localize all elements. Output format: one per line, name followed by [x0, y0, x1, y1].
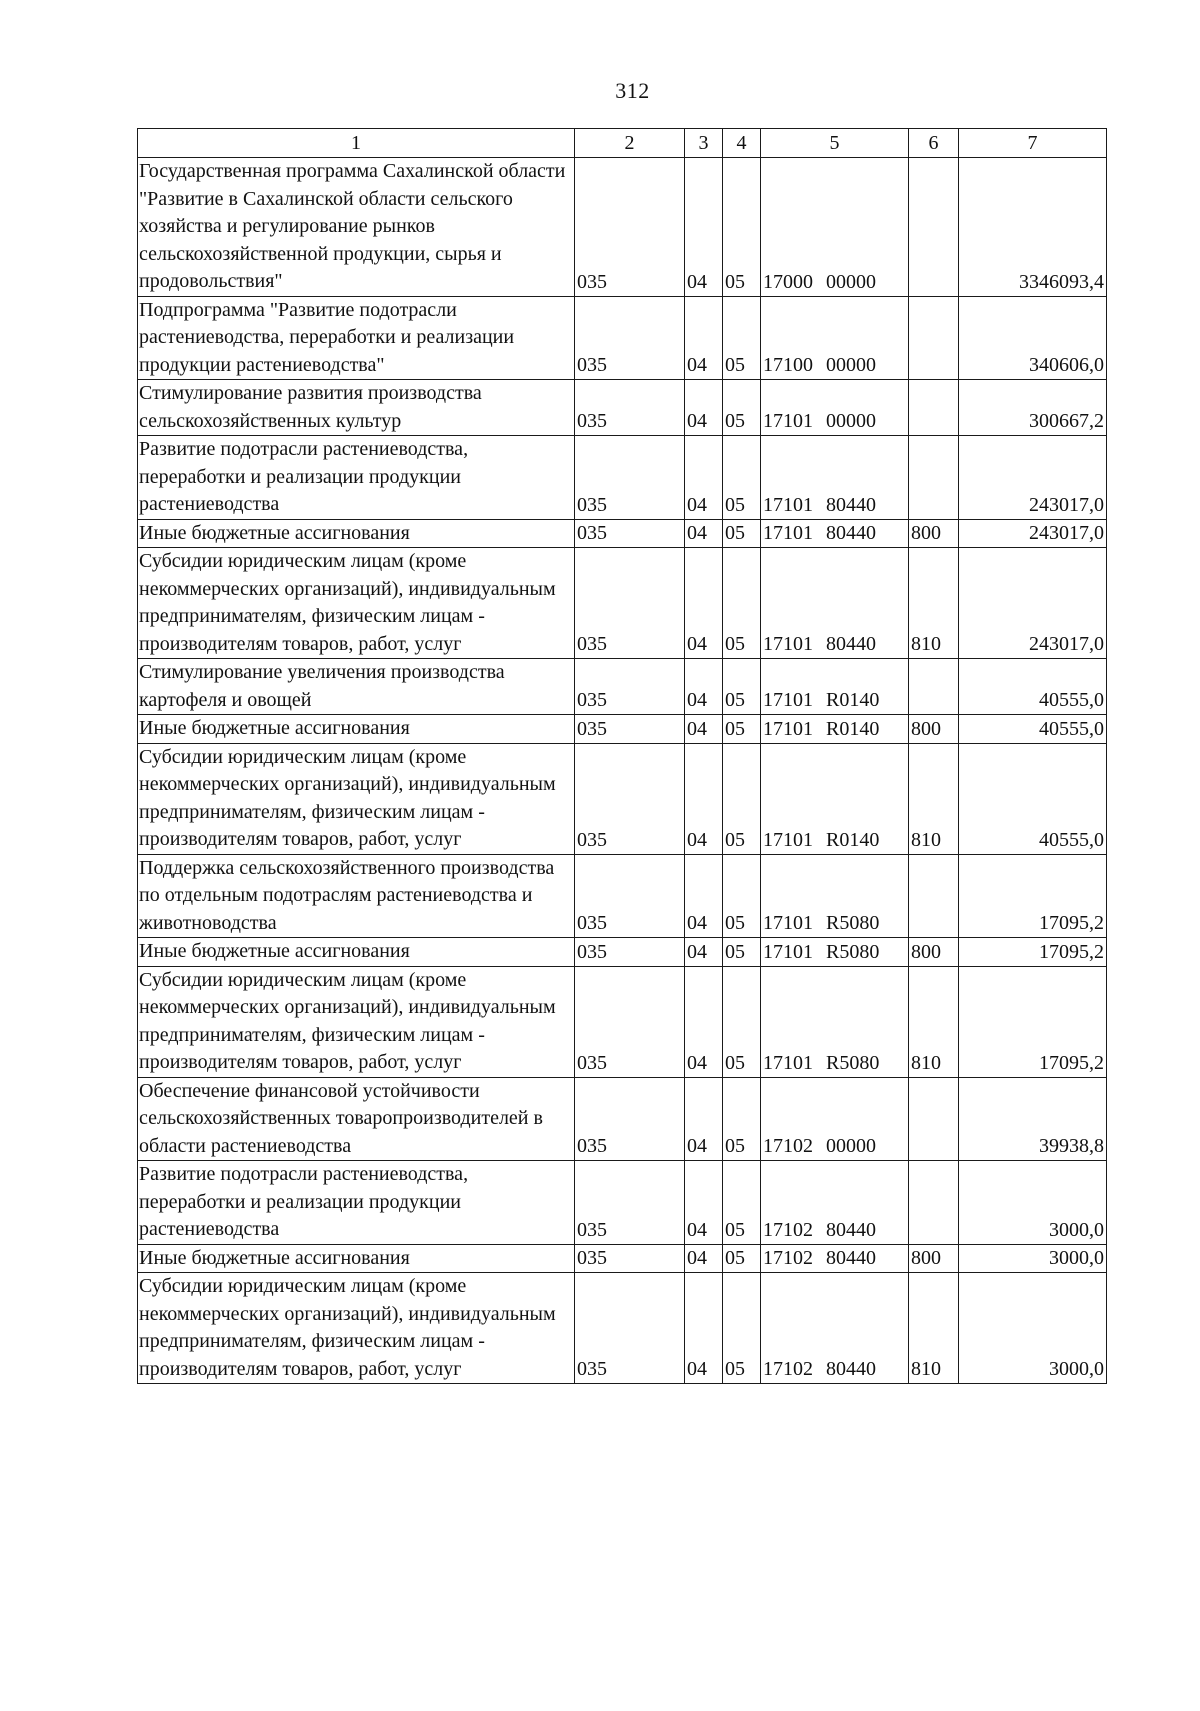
- cell-expense-type: 800: [909, 1244, 959, 1273]
- cell-subsection: 05: [723, 1244, 761, 1273]
- cell-expense-type: [909, 158, 959, 297]
- cell-section: 04: [685, 743, 723, 854]
- table-row: [138, 938, 1107, 967]
- column-header-1: 1: [138, 129, 575, 158]
- cell-amount: 17095,2: [959, 966, 1107, 1077]
- cell-target-article: 17101 80440: [761, 436, 909, 520]
- cell-amount: 17095,2: [959, 938, 1107, 967]
- cell-amount: 300667,2: [959, 380, 1107, 436]
- cell-expense-type: [909, 1077, 959, 1161]
- cell-section: 04: [685, 715, 723, 744]
- column-header-7: 7: [959, 129, 1107, 158]
- cell-target-article: 17101 R5080: [761, 854, 909, 938]
- cell-name: Государственная программа Сахалинской области "Развитие в Сахалинской области сельского хозяйства и регулирование рынков сельскохозяйственной продукции, сырья и продовольствия": [138, 158, 575, 297]
- cell-subsection: 05: [723, 436, 761, 520]
- cell-name: Обеспечение финансовой устойчивости сельскохозяйственных товаропроизводителей в области растениеводства: [138, 1077, 575, 1161]
- cell-name: Иные бюджетные ассигнования: [138, 715, 575, 744]
- cell-target-article: 17102 80440: [761, 1273, 909, 1384]
- cell-name: Стимулирование развития производства сельскохозяйственных культур: [138, 380, 575, 436]
- cell-expense-type: [909, 659, 959, 715]
- table-row: [138, 158, 1107, 297]
- table-row: [138, 436, 1107, 520]
- cell-name: Развитие подотрасли растениеводства, переработки и реализации продукции растениеводства: [138, 1161, 575, 1245]
- column-header-6: 6: [909, 129, 959, 158]
- cell-expense-type: [909, 854, 959, 938]
- cell-target-article: 17102 80440: [761, 1244, 909, 1273]
- cell-amount: 340606,0: [959, 296, 1107, 380]
- cell-section: 04: [685, 966, 723, 1077]
- cell-grbs: 035: [575, 548, 685, 659]
- table-row: [138, 1077, 1107, 1161]
- budget-table: [137, 128, 1107, 1384]
- cell-grbs: 035: [575, 854, 685, 938]
- cell-name: Иные бюджетные ассигнования: [138, 519, 575, 548]
- cell-name: Поддержка сельскохозяйственного производства по отдельным подотраслям растениеводства и животноводства: [138, 854, 575, 938]
- cell-section: 04: [685, 380, 723, 436]
- cell-grbs: 035: [575, 938, 685, 967]
- cell-subsection: 05: [723, 1077, 761, 1161]
- cell-expense-type: [909, 296, 959, 380]
- cell-grbs: 035: [575, 743, 685, 854]
- cell-subsection: 05: [723, 158, 761, 297]
- cell-target-article: 17000 00000: [761, 158, 909, 297]
- cell-expense-type: [909, 380, 959, 436]
- cell-section: 04: [685, 436, 723, 520]
- table-row: [138, 715, 1107, 744]
- cell-expense-type: 800: [909, 519, 959, 548]
- cell-target-article: 17102 00000: [761, 1077, 909, 1161]
- table-row: [138, 380, 1107, 436]
- column-header-4: 4: [723, 129, 761, 158]
- cell-section: 04: [685, 1161, 723, 1245]
- cell-subsection: 05: [723, 966, 761, 1077]
- cell-amount: 243017,0: [959, 519, 1107, 548]
- cell-grbs: 035: [575, 519, 685, 548]
- cell-amount: 3000,0: [959, 1273, 1107, 1384]
- cell-grbs: 035: [575, 966, 685, 1077]
- cell-subsection: 05: [723, 743, 761, 854]
- cell-expense-type: 810: [909, 1273, 959, 1384]
- cell-target-article: 17101 R5080: [761, 966, 909, 1077]
- cell-name: Подпрограмма "Развитие подотрасли растениеводства, переработки и реализации продукции растениеводства": [138, 296, 575, 380]
- table-row: [138, 659, 1107, 715]
- cell-amount: 3346093,4: [959, 158, 1107, 297]
- cell-amount: 3000,0: [959, 1244, 1107, 1273]
- cell-amount: 243017,0: [959, 436, 1107, 520]
- cell-target-article: 17101 80440: [761, 519, 909, 548]
- cell-name: Развитие подотрасли растениеводства, переработки и реализации продукции растениеводства: [138, 436, 575, 520]
- cell-amount: 243017,0: [959, 548, 1107, 659]
- cell-subsection: 05: [723, 715, 761, 744]
- cell-name: Иные бюджетные ассигнования: [138, 938, 575, 967]
- cell-target-article: 17101 R0140: [761, 659, 909, 715]
- cell-grbs: 035: [575, 1273, 685, 1384]
- page-number: 312: [615, 78, 650, 103]
- cell-subsection: 05: [723, 854, 761, 938]
- cell-name: Субсидии юридическим лицам (кроме некоммерческих организаций), индивидуальным предпринимателям, физическим лицам - производителям товаров, работ, услуг: [138, 966, 575, 1077]
- cell-name: Субсидии юридическим лицам (кроме некоммерческих организаций), индивидуальным предпринимателям, физическим лицам - производителям товаров, работ, услуг: [138, 743, 575, 854]
- cell-subsection: 05: [723, 296, 761, 380]
- cell-subsection: 05: [723, 548, 761, 659]
- cell-grbs: 035: [575, 158, 685, 297]
- column-header-3: 3: [685, 129, 723, 158]
- cell-target-article: 17102 80440: [761, 1161, 909, 1245]
- cell-section: 04: [685, 938, 723, 967]
- cell-expense-type: 810: [909, 548, 959, 659]
- cell-expense-type: [909, 436, 959, 520]
- cell-name: Субсидии юридическим лицам (кроме некоммерческих организаций), индивидуальным предпринимателям, физическим лицам - производителям товаров, работ, услуг: [138, 1273, 575, 1384]
- cell-subsection: 05: [723, 1273, 761, 1384]
- cell-name: Иные бюджетные ассигнования: [138, 1244, 575, 1273]
- table-row: [138, 1244, 1107, 1273]
- cell-grbs: 035: [575, 380, 685, 436]
- cell-amount: 3000,0: [959, 1161, 1107, 1245]
- cell-target-article: 17101 80440: [761, 548, 909, 659]
- cell-subsection: 05: [723, 380, 761, 436]
- cell-grbs: 035: [575, 436, 685, 520]
- cell-subsection: 05: [723, 938, 761, 967]
- column-header-5: 5: [761, 129, 909, 158]
- cell-section: 04: [685, 519, 723, 548]
- cell-amount: 40555,0: [959, 715, 1107, 744]
- cell-grbs: 035: [575, 1077, 685, 1161]
- cell-amount: 40555,0: [959, 743, 1107, 854]
- cell-grbs: 035: [575, 1244, 685, 1273]
- cell-subsection: 05: [723, 519, 761, 548]
- table-row: [138, 1161, 1107, 1245]
- cell-target-article: 17101 R0140: [761, 743, 909, 854]
- cell-target-article: 17101 00000: [761, 380, 909, 436]
- cell-target-article: 17101 R0140: [761, 715, 909, 744]
- cell-amount: 40555,0: [959, 659, 1107, 715]
- cell-section: 04: [685, 659, 723, 715]
- cell-target-article: 17100 00000: [761, 296, 909, 380]
- cell-expense-type: 800: [909, 715, 959, 744]
- cell-name: Субсидии юридическим лицам (кроме некоммерческих организаций), индивидуальным предпринимателям, физическим лицам - производителям товаров, работ, услуг: [138, 548, 575, 659]
- cell-amount: 17095,2: [959, 854, 1107, 938]
- table-body: [138, 158, 1107, 1384]
- cell-amount: 39938,8: [959, 1077, 1107, 1161]
- table-row: [138, 966, 1107, 1077]
- cell-expense-type: 810: [909, 966, 959, 1077]
- cell-section: 04: [685, 854, 723, 938]
- cell-subsection: 05: [723, 659, 761, 715]
- header-row: [138, 129, 1107, 158]
- cell-target-article: 17101 R5080: [761, 938, 909, 967]
- cell-section: 04: [685, 1077, 723, 1161]
- table-row: [138, 519, 1107, 548]
- column-header-2: 2: [575, 129, 685, 158]
- cell-expense-type: 810: [909, 743, 959, 854]
- cell-grbs: 035: [575, 715, 685, 744]
- table-row: [138, 854, 1107, 938]
- table-row: [138, 296, 1107, 380]
- cell-expense-type: [909, 1161, 959, 1245]
- cell-grbs: 035: [575, 1161, 685, 1245]
- table-row: [138, 743, 1107, 854]
- cell-section: 04: [685, 296, 723, 380]
- cell-subsection: 05: [723, 1161, 761, 1245]
- cell-section: 04: [685, 548, 723, 659]
- cell-section: 04: [685, 158, 723, 297]
- table-row: [138, 1273, 1107, 1384]
- cell-grbs: 035: [575, 296, 685, 380]
- cell-section: 04: [685, 1244, 723, 1273]
- cell-section: 04: [685, 1273, 723, 1384]
- cell-grbs: 035: [575, 659, 685, 715]
- cell-name: Стимулирование увеличения производства картофеля и овощей: [138, 659, 575, 715]
- table-row: [138, 548, 1107, 659]
- cell-expense-type: 800: [909, 938, 959, 967]
